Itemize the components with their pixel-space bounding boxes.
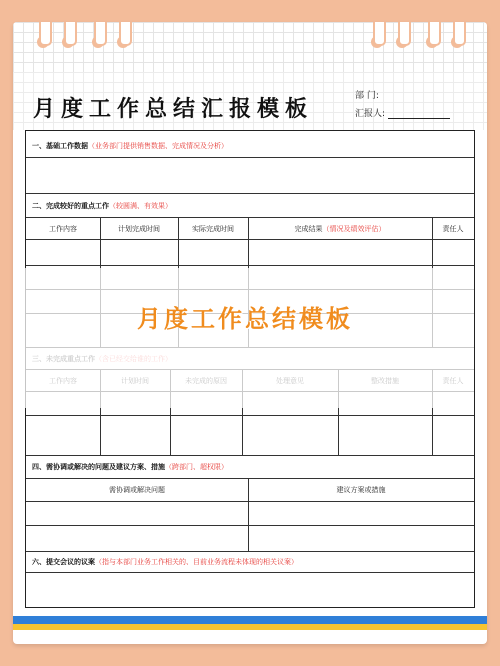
- section-4-header: [32, 462, 228, 472]
- s2-col-content: 工作内容: [49, 225, 77, 233]
- section-6-header: [32, 557, 298, 567]
- s2-col-owner: 责任人: [442, 225, 464, 233]
- section-6-note: （指与本部门业务工作相关的、目前业务流程未体现的相关议案）: [95, 558, 298, 566]
- reporter-field: [355, 106, 450, 119]
- department-label: 部 门:: [355, 91, 379, 101]
- title-area: [13, 72, 487, 130]
- s4-col-proposal: 建议方案或措施: [336, 486, 386, 494]
- section-2-label: 二、完成较好的重点工作: [32, 202, 109, 210]
- grid-header-band: [13, 22, 487, 72]
- blue-stripe: [13, 616, 487, 624]
- department-field: [355, 88, 379, 101]
- watermark-overlay: [16, 268, 474, 408]
- s4-col-issue: 需协调或解决问题: [109, 486, 165, 494]
- s2-col-result-label: 完成结果: [294, 225, 323, 233]
- section-4-label: 四、需协调或解决的问题及建议方案、措施: [32, 463, 165, 471]
- s2-col-result-note: （情况及绩效评估）: [322, 225, 386, 233]
- section-1-header: [32, 141, 228, 151]
- section-2-note: （较圆满、有效果）: [109, 202, 172, 210]
- section-2-header: [32, 201, 172, 211]
- s2-col-result: [248, 224, 432, 234]
- section-6-label: 六、提交会议的议案: [32, 558, 95, 566]
- section-1-note: （业务部门提供销售数据、完成情况及分析）: [88, 142, 228, 150]
- page-title: 月度工作总结汇报模板: [33, 97, 314, 122]
- overlay-title: 月度工作总结模板: [137, 305, 353, 333]
- reporter-line: [388, 109, 450, 119]
- yellow-stripe: [13, 624, 487, 630]
- s2-col-actual-time: 实际完成时间: [192, 225, 234, 233]
- section-4-note: （跨部门、超权限）: [165, 463, 228, 471]
- section-1-label: 一、基础工作数据: [32, 142, 88, 150]
- reporter-label: 汇报人:: [355, 109, 386, 119]
- s2-col-plan-time: 计划完成时间: [118, 225, 160, 233]
